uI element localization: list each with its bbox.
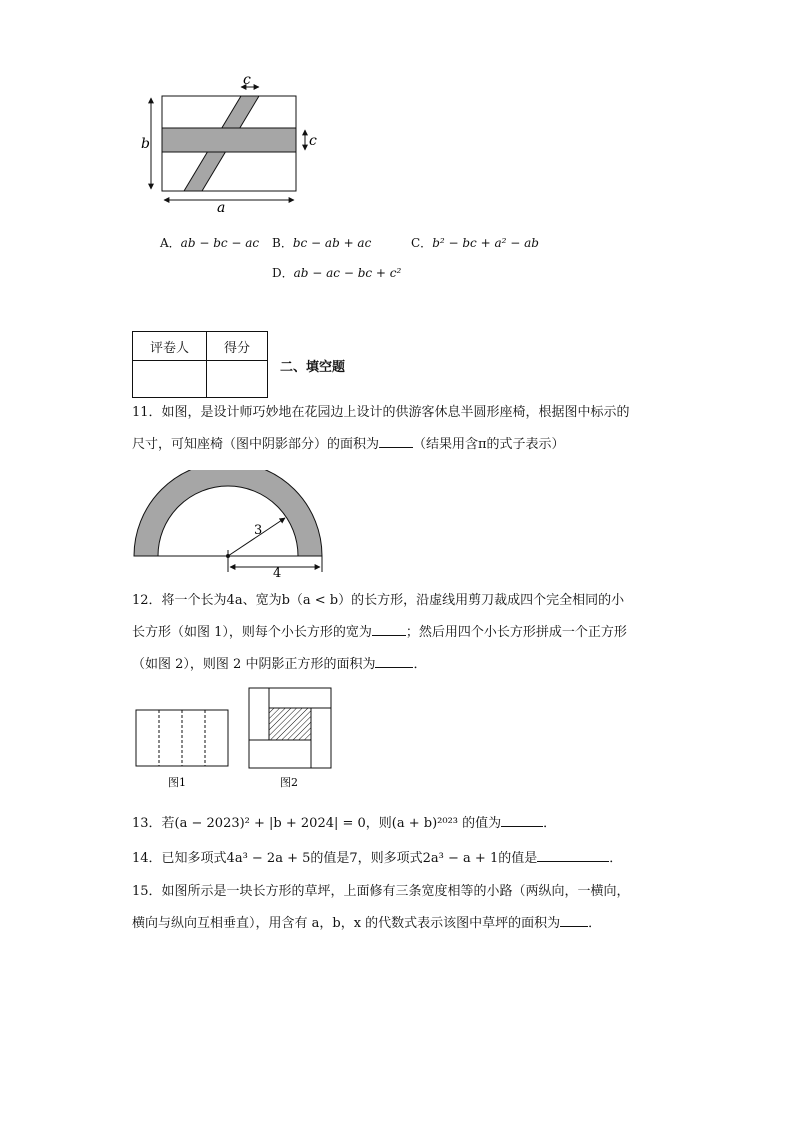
q12-line2-b: ；然后用四个小长方形拼成一个正方形 [405,625,627,640]
q15-answer-blank[interactable] [560,914,588,927]
q11-line2-b: （结果用含π的式子表示） [413,437,565,452]
q11-line2-a: 尺寸，可知座椅（图中阴影部分）的面积为 [132,437,380,452]
label-c-right: c [309,133,317,149]
horizontal-road [162,128,296,152]
q12-line3-a: （如图 2），则图 2 中阴影正方形的面积为 [132,657,376,672]
q12-answer-blank-1[interactable] [372,623,406,636]
q14-text: 14．已知多项式4a³ − 2a + 5的值是7，则多项式2a³ − a + 1的值是 [132,851,538,866]
label-radius-4: 4 [273,566,282,578]
score-table-header-score: 得分 [207,332,268,361]
label-b: b [141,136,150,152]
section-title: 二、填空题 [280,360,346,375]
q15-line2 [132,908,672,940]
question-14 [132,843,672,875]
score-table-header-grader: 评卷人 [133,332,207,361]
label-radius-3: 3 [254,523,263,538]
q15-line1: 15．如图所示是一块长方形的草坪，上面修有三条宽度相等的小路（两纵向，一横向， [132,884,630,899]
question-13 [132,808,672,840]
question-15 [132,876,672,940]
q15-line2-b: ． [588,916,602,931]
q10-rectangle-roads-figure [135,72,325,212]
q12-line1: 12．将一个长为4a、宽为b（a < b）的长方形，沿虚线用剪刀裁成四个完全相同的小 [132,593,625,608]
figure-2 [249,688,331,768]
figure-1-caption: 图1 [168,776,186,789]
option-a-letter: A． [160,236,181,250]
option-d-expr: ab − ac − bc + c² [293,266,402,280]
figure-2-caption: 图2 [280,776,298,789]
figure-1 [136,710,228,766]
option-c-letter: C． [411,236,433,250]
option-b-expr: bc − ab + ac [292,236,372,250]
q12-figures [132,680,332,792]
q11-semicircle-bench-figure [130,470,330,578]
q11-line2 [132,429,672,461]
option-c[interactable] [411,234,539,251]
q13-answer-blank[interactable] [501,814,543,827]
option-a-expr: ab − bc − ac [180,236,260,250]
score-table [132,331,268,398]
q15-line2-a: 横向与纵向互相垂直），用含有 a，b，x 的代数式表示该图中草坪的面积为 [132,916,561,931]
q13-text: 13．若(a − 2023)² + |b + 2024| = 0，则(a + b)²⁰²³ 的值为 [132,816,502,831]
question-11 [132,397,672,461]
q14-answer-blank[interactable] [537,849,609,862]
q11-line1: 11．如图，是设计师巧妙地在花园边上设计的供游客休息半圆形座椅，根据图中标示的 [132,405,630,420]
bench-shaded-ring [134,470,322,556]
option-a[interactable] [160,234,259,251]
q12-answer-blank-2[interactable] [375,655,413,668]
q14-end: ． [609,851,623,866]
option-b[interactable] [272,234,371,251]
option-d[interactable] [272,264,401,281]
score-table-cell-grader[interactable] [133,361,207,398]
label-a: a [217,200,226,212]
score-table-cell-score[interactable] [207,361,268,398]
option-d-letter: D． [272,266,294,280]
q12-line2 [132,617,672,649]
option-b-letter: B． [272,236,293,250]
shaded-square [269,708,311,740]
q12-line3-b: ． [413,657,427,672]
q13-end: ． [543,816,557,831]
q11-answer-blank[interactable] [379,435,413,448]
q12-line3 [132,649,672,681]
q12-line2-a: 长方形（如图 1），则每个小长方形的宽为 [132,625,372,640]
option-c-expr: b² − bc + a² − ab [432,236,539,250]
label-c-top: c [243,72,251,88]
question-12 [132,585,672,681]
